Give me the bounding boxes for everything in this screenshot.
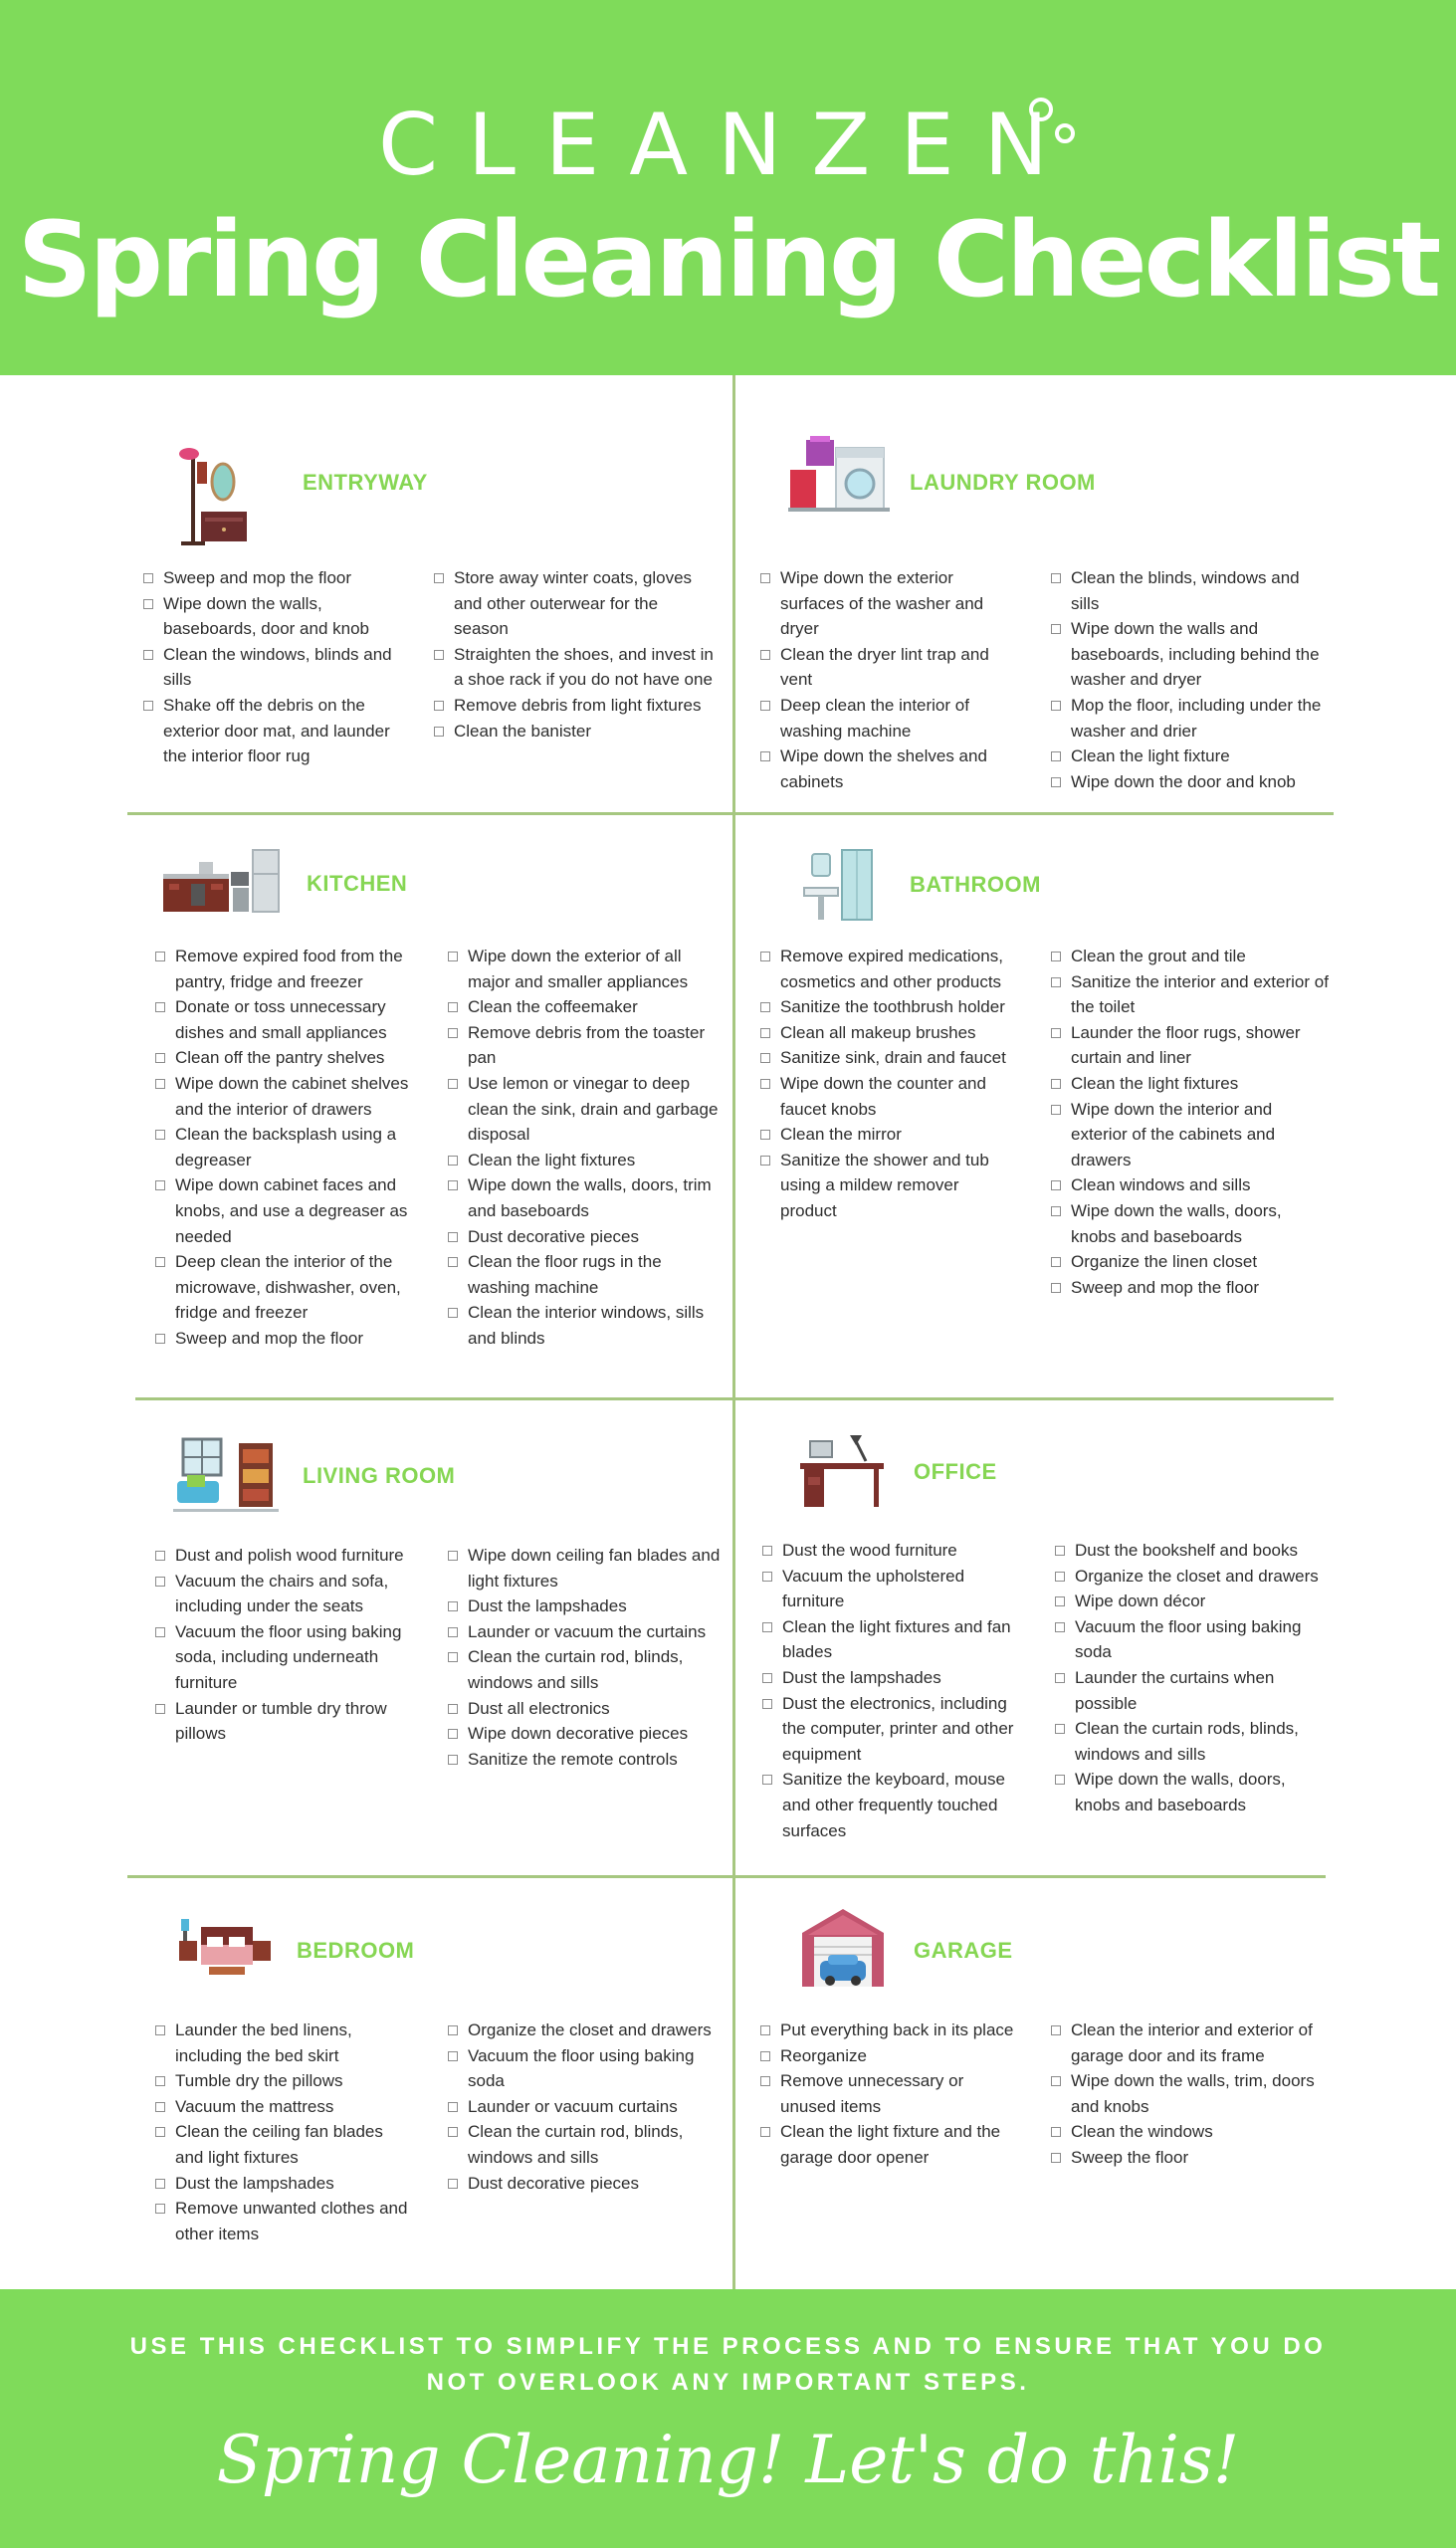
checkbox-icon[interactable]: [434, 727, 444, 737]
checklist-item[interactable]: Dust the lampshades: [762, 1665, 1021, 1691]
checkbox-icon[interactable]: [760, 2025, 770, 2035]
checkbox-icon[interactable]: [760, 2051, 770, 2061]
checklist-item[interactable]: Remove debris from the toaster pan: [448, 1020, 725, 1071]
checklist-item[interactable]: Dust the wood furniture: [762, 1538, 1021, 1564]
checkbox-icon[interactable]: [143, 599, 153, 609]
checkbox-icon[interactable]: [448, 1028, 458, 1038]
checkbox-icon[interactable]: [1051, 777, 1061, 787]
checklist-item[interactable]: Vacuum the floor using baking soda: [448, 2043, 717, 2094]
checklist-item[interactable]: Reorganize: [760, 2043, 1015, 2069]
checkbox-icon[interactable]: [1051, 2076, 1061, 2086]
checkbox-icon[interactable]: [448, 952, 458, 961]
checklist-item[interactable]: Dust the lampshades: [155, 2171, 410, 2197]
footer-note: USE THIS CHECKLIST TO SIMPLIFY THE PROCESS AND TO ENSURE THAT YOU DO NOT OVERLOOK ANY IMPORTANT STEPS.: [129, 2333, 1327, 2396]
garage-icon: [800, 1907, 886, 1989]
checkbox-icon[interactable]: [155, 1334, 165, 1344]
checkbox-icon[interactable]: [155, 2127, 165, 2137]
checklist-item[interactable]: Clean off the pantry shelves: [155, 1045, 424, 1071]
checklist-column: [434, 565, 715, 743]
checklist-column: [448, 944, 725, 1352]
checkbox-icon[interactable]: [760, 1079, 770, 1089]
checkbox-icon[interactable]: [1051, 1105, 1061, 1115]
checklist-item[interactable]: Wipe down the counter and faucet knobs: [760, 1071, 1015, 1122]
checkbox-icon[interactable]: [155, 1551, 165, 1561]
checklist-item[interactable]: Wipe down the walls, trim, doors and knobs: [1051, 2068, 1334, 2119]
checkbox-icon[interactable]: [155, 1053, 165, 1063]
checkbox-icon[interactable]: [448, 1079, 458, 1089]
checklist-item[interactable]: Clean the coffeemaker: [448, 994, 725, 1020]
checklist-item[interactable]: Clean the interior windows, sills and blinds: [448, 1300, 725, 1351]
checkbox-icon[interactable]: [155, 1257, 165, 1267]
checkbox-icon[interactable]: [434, 573, 444, 583]
horizontal-divider: [127, 812, 1334, 815]
checklist-item[interactable]: Remove expired medications, cosmetics and other products: [760, 944, 1015, 994]
checkbox-icon[interactable]: [155, 1627, 165, 1637]
checkbox-icon[interactable]: [1051, 977, 1061, 987]
office-icon: [796, 1433, 886, 1509]
checklist-item[interactable]: Clean the light fixture and the garage door opener: [760, 2119, 1015, 2170]
checkbox-icon[interactable]: [434, 650, 444, 660]
checklist-item[interactable]: Sweep and mop the floor: [155, 1326, 424, 1352]
checklist-column: [155, 2017, 410, 2246]
checkbox-icon[interactable]: [448, 2179, 458, 2189]
checklist-item[interactable]: Clean the banister: [434, 719, 715, 744]
checkbox-icon[interactable]: [448, 1232, 458, 1242]
checkbox-icon[interactable]: [762, 1699, 772, 1709]
checkbox-icon[interactable]: [1055, 1622, 1065, 1632]
checklist-item[interactable]: Clean the light fixtures: [1051, 1071, 1330, 1097]
checklist-item[interactable]: Shake off the debris on the exterior door mat, and launder the interior floor rug: [143, 693, 392, 769]
checklist-item[interactable]: Sanitize the remote controls: [448, 1747, 725, 1773]
checkbox-icon[interactable]: [448, 1156, 458, 1166]
checklist-column: [155, 1543, 424, 1747]
header-banner: [0, 0, 1456, 375]
checkbox-icon[interactable]: [1051, 1079, 1061, 1089]
checklist-item[interactable]: Organize the closet and drawers: [448, 2017, 717, 2043]
checkbox-icon[interactable]: [155, 1577, 165, 1587]
checklist-item[interactable]: Clean the ceiling fan blades and light fixtures: [155, 2119, 410, 2170]
checkbox-icon[interactable]: [760, 1053, 770, 1063]
checklist-item[interactable]: Clean the light fixture: [1051, 743, 1330, 769]
checkbox-icon[interactable]: [448, 1180, 458, 1190]
checklist-item[interactable]: Deep clean the interior of the microwave, dishwasher, oven, fridge and freezer: [155, 1249, 424, 1326]
checklist-item[interactable]: Clean the light fixtures and fan blades: [762, 1614, 1021, 1665]
checkbox-icon[interactable]: [760, 1130, 770, 1140]
checklist-item[interactable]: Clean the floor rugs in the washing machine: [448, 1249, 725, 1300]
checkbox-icon[interactable]: [155, 1180, 165, 1190]
checklist-item[interactable]: Sanitize the shower and tub using a mildew remover product: [760, 1148, 1015, 1224]
laundry-icon: [788, 434, 890, 514]
checkbox-icon[interactable]: [155, 2102, 165, 2112]
checklist-item[interactable]: Dust the bookshelf and books: [1055, 1538, 1334, 1564]
checklist-item[interactable]: Clean the interior and exterior of garage door and its frame: [1051, 2017, 1334, 2068]
checklist-item[interactable]: Store away winter coats, gloves and other outerwear for the season: [434, 565, 715, 642]
checklist-column: [1051, 2017, 1334, 2171]
checkbox-icon[interactable]: [1051, 1283, 1061, 1293]
checkbox-icon[interactable]: [155, 1130, 165, 1140]
checklist-item[interactable]: Wipe down cabinet faces and knobs, and use a degreaser as needed: [155, 1172, 424, 1249]
checklist-item[interactable]: Wipe down the interior and exterior of the cabinets and drawers: [1051, 1097, 1330, 1173]
checklist-column: [143, 565, 392, 769]
vertical-divider: [732, 375, 735, 2289]
checklist-item[interactable]: Vacuum the floor using baking soda, including underneath furniture: [155, 1619, 424, 1696]
section-title: ENTRYWAY: [303, 470, 428, 495]
checklist-column: [760, 565, 1009, 794]
checkbox-icon[interactable]: [448, 1627, 458, 1637]
horizontal-divider: [127, 1875, 1326, 1878]
checklist-item[interactable]: Clean the curtain rod, blinds, windows and sills: [448, 1644, 725, 1695]
checklist-item[interactable]: Wipe down the walls, doors, trim and baseboards: [448, 1172, 725, 1223]
checkbox-icon[interactable]: [434, 701, 444, 711]
checklist-item[interactable]: Clean the dryer lint trap and vent: [760, 642, 1009, 693]
checklist-item[interactable]: Launder the curtains when possible: [1055, 1665, 1334, 1716]
checkbox-icon[interactable]: [760, 2076, 770, 2086]
checklist-item[interactable]: Sweep the floor: [1051, 2145, 1334, 2171]
checkbox-icon[interactable]: [1051, 701, 1061, 711]
checkbox-icon[interactable]: [448, 2102, 458, 2112]
checklist-item[interactable]: Vacuum the mattress: [155, 2094, 410, 2120]
checkbox-icon[interactable]: [155, 2025, 165, 2035]
checkbox-icon[interactable]: [1055, 1546, 1065, 1556]
checkbox-icon[interactable]: [448, 1755, 458, 1765]
checkbox-icon[interactable]: [762, 1622, 772, 1632]
checkbox-icon[interactable]: [762, 1673, 772, 1683]
checkbox-icon[interactable]: [448, 1002, 458, 1012]
checklist-item[interactable]: Clean the windows, blinds and sills: [143, 642, 392, 693]
checklist-column: [760, 944, 1015, 1224]
checklist-item[interactable]: Clean the light fixtures: [448, 1148, 725, 1173]
section-title: OFFICE: [914, 1459, 997, 1484]
checklist-column: [448, 2017, 717, 2196]
checkbox-icon[interactable]: [448, 1652, 458, 1662]
footer-banner: [0, 2289, 1456, 2548]
checklist-item[interactable]: Vacuum the upholstered furniture: [762, 1564, 1021, 1614]
checklist-item[interactable]: Clean windows and sills: [1051, 1172, 1330, 1198]
checkbox-icon[interactable]: [760, 2127, 770, 2137]
checklist-item[interactable]: Wipe down the exterior surfaces of the washer and dryer: [760, 565, 1009, 642]
section-title: GARAGE: [914, 1938, 1013, 1963]
checklist-item[interactable]: Dust decorative pieces: [448, 2171, 717, 2197]
checkbox-icon[interactable]: [155, 1704, 165, 1714]
checklist-item[interactable]: Remove unwanted clothes and other items: [155, 2196, 410, 2246]
checkbox-icon[interactable]: [143, 573, 153, 583]
checklist-item[interactable]: Clean all makeup brushes: [760, 1020, 1015, 1046]
checklist-item[interactable]: Organize the closet and drawers: [1055, 1564, 1334, 1590]
checklist-item[interactable]: Sweep and mop the floor: [1051, 1275, 1330, 1301]
checklist-item[interactable]: Clean the curtain rod, blinds, windows and sills: [448, 2119, 717, 2170]
brand-logo: CLEANZEN: [377, 96, 1079, 195]
checklist-item[interactable]: Wipe down décor: [1055, 1589, 1334, 1614]
checkbox-icon[interactable]: [155, 2179, 165, 2189]
checklist-item[interactable]: Sweep and mop the floor: [143, 565, 392, 591]
checkbox-icon[interactable]: [760, 952, 770, 961]
checkbox-icon[interactable]: [1055, 1596, 1065, 1606]
checkbox-icon[interactable]: [448, 1257, 458, 1267]
checklist-item[interactable]: Dust all electronics: [448, 1696, 725, 1722]
checkbox-icon[interactable]: [155, 2204, 165, 2214]
checkbox-icon[interactable]: [155, 1002, 165, 1012]
checklist-item[interactable]: Clean the blinds, windows and sills: [1051, 565, 1330, 616]
checklist-item[interactable]: Wipe down the exterior of all major and smaller appliances: [448, 944, 725, 994]
checkbox-icon[interactable]: [762, 1572, 772, 1582]
checkbox-icon[interactable]: [143, 701, 153, 711]
checklist-column: [762, 1538, 1021, 1843]
checkbox-icon[interactable]: [155, 952, 165, 961]
checkbox-icon[interactable]: [760, 751, 770, 761]
checkbox-icon[interactable]: [448, 1601, 458, 1611]
checklist-item[interactable]: Remove expired food from the pantry, fridge and freezer: [155, 944, 424, 994]
checkbox-icon[interactable]: [1051, 952, 1061, 961]
checkbox-icon[interactable]: [448, 1704, 458, 1714]
checklist-item[interactable]: Sanitize the keyboard, mouse and other frequently touched surfaces: [762, 1767, 1021, 1843]
checklist-item[interactable]: Wipe down the walls, doors, knobs and baseboards: [1055, 1767, 1334, 1817]
checkbox-icon[interactable]: [448, 1308, 458, 1318]
checklist-item[interactable]: Put everything back in its place: [760, 2017, 1015, 2043]
horizontal-divider: [135, 1397, 1334, 1400]
section-title: LIVING ROOM: [303, 1463, 456, 1488]
checklist-item[interactable]: Organize the linen closet: [1051, 1249, 1330, 1275]
checklist-item[interactable]: Mop the floor, including under the washer and drier: [1051, 693, 1330, 743]
checkbox-icon[interactable]: [143, 650, 153, 660]
checkbox-icon[interactable]: [1051, 1028, 1061, 1038]
section-title: KITCHEN: [307, 871, 408, 896]
checklist-item[interactable]: Wipe down the door and knob: [1051, 769, 1330, 795]
checkbox-icon[interactable]: [448, 1551, 458, 1561]
checklist-item[interactable]: Wipe down the cabinet shelves and the interior of drawers: [155, 1071, 424, 1122]
checklist-item[interactable]: Wipe down decorative pieces: [448, 1721, 725, 1747]
checklist-column: [1055, 1538, 1334, 1818]
checklist-column: [1051, 944, 1330, 1300]
checklist-item[interactable]: Wipe down the walls, doors, knobs and baseboards: [1051, 1198, 1330, 1249]
checkbox-icon[interactable]: [1051, 1257, 1061, 1267]
checkbox-icon[interactable]: [1051, 573, 1061, 583]
checkbox-icon[interactable]: [760, 701, 770, 711]
section-title: LAUNDRY ROOM: [910, 470, 1096, 495]
section-title: BEDROOM: [297, 1938, 415, 1963]
checklist-item[interactable]: Straighten the shoes, and invest in a shoe rack if you do not have one: [434, 642, 715, 693]
checklist-column: [155, 944, 424, 1352]
checkbox-icon[interactable]: [762, 1546, 772, 1556]
checklist-column: [448, 1543, 725, 1772]
checklist-item[interactable]: Sanitize the toothbrush holder: [760, 994, 1015, 1020]
checkbox-icon[interactable]: [155, 2076, 165, 2086]
checklist-column: [1051, 565, 1330, 794]
checkbox-icon[interactable]: [448, 2051, 458, 2061]
checklist-item[interactable]: Sanitize the interior and exterior of the toilet: [1051, 969, 1330, 1020]
checkbox-icon[interactable]: [1055, 1724, 1065, 1734]
checkbox-icon[interactable]: [760, 1028, 770, 1038]
checklist-item[interactable]: Remove unnecessary or unused items: [760, 2068, 1015, 2119]
checkbox-icon[interactable]: [1051, 1180, 1061, 1190]
checklist-item[interactable]: Launder the floor rugs, shower curtain and liner: [1051, 1020, 1330, 1071]
living-room-icon: [173, 1437, 279, 1513]
checkbox-icon[interactable]: [1051, 2127, 1061, 2137]
checkbox-icon[interactable]: [1051, 751, 1061, 761]
checkbox-icon[interactable]: [760, 1002, 770, 1012]
checklist-item[interactable]: Donate or toss unnecessary dishes and small appliances: [155, 994, 424, 1045]
checklist-item[interactable]: Sanitize sink, drain and faucet: [760, 1045, 1015, 1071]
checklist-item[interactable]: Clean the windows: [1051, 2119, 1334, 2145]
checklist-item[interactable]: Dust decorative pieces: [448, 1224, 725, 1250]
checklist-column: [760, 2017, 1015, 2171]
checkbox-icon[interactable]: [760, 650, 770, 660]
checkbox-icon[interactable]: [448, 2127, 458, 2137]
checklist-item[interactable]: Launder the bed linens, including the bed skirt: [155, 2017, 410, 2068]
checklist-item[interactable]: Wipe down the walls and baseboards, including behind the washer and dryer: [1051, 616, 1330, 693]
checklist-item[interactable]: Clean the mirror: [760, 1122, 1015, 1148]
checkbox-icon[interactable]: [448, 1729, 458, 1739]
checklist-item[interactable]: Launder or vacuum the curtains: [448, 1619, 725, 1645]
checklist-item[interactable]: Wipe down the shelves and cabinets: [760, 743, 1009, 794]
checkbox-icon[interactable]: [448, 2025, 458, 2035]
checklist-item[interactable]: Wipe down ceiling fan blades and light fixtures: [448, 1543, 725, 1593]
checklist-item[interactable]: Dust the lampshades: [448, 1593, 725, 1619]
checkbox-icon[interactable]: [762, 1775, 772, 1785]
checkbox-icon[interactable]: [1051, 2025, 1061, 2035]
footer-slogan: Spring Cleaning! Let's do this!: [216, 2422, 1240, 2498]
bubbles-icon: [1027, 96, 1087, 155]
checklist-item[interactable]: Deep clean the interior of washing machine: [760, 693, 1009, 743]
kitchen-icon: [161, 848, 281, 914]
checklist-item[interactable]: Clean the backsplash using a degreaser: [155, 1122, 424, 1172]
entryway-icon: [169, 442, 267, 547]
checklist-item[interactable]: Vacuum the chairs and sofa, including under the seats: [155, 1569, 424, 1619]
checklist-item[interactable]: Clean the curtain rods, blinds, windows and sills: [1055, 1716, 1334, 1767]
checklist-item[interactable]: Dust the electronics, including the computer, printer and other equipment: [762, 1691, 1021, 1768]
bathroom-icon: [798, 848, 874, 924]
checkbox-icon[interactable]: [1055, 1775, 1065, 1785]
page-title: Spring Cleaning Checklist: [17, 199, 1439, 320]
checkbox-icon[interactable]: [1051, 624, 1061, 634]
checklist-item[interactable]: Launder or vacuum curtains: [448, 2094, 717, 2120]
checkbox-icon[interactable]: [1055, 1572, 1065, 1582]
checklist-item[interactable]: Remove debris from light fixtures: [434, 693, 715, 719]
checkbox-icon[interactable]: [760, 573, 770, 583]
checkbox-icon[interactable]: [1051, 1206, 1061, 1216]
checkbox-icon[interactable]: [1055, 1673, 1065, 1683]
checklist-item[interactable]: Vacuum the floor using baking soda: [1055, 1614, 1334, 1665]
section-title: BATHROOM: [910, 872, 1041, 897]
bedroom-icon: [179, 1917, 271, 1977]
checklist-item[interactable]: Dust and polish wood furniture: [155, 1543, 424, 1569]
checklist-item[interactable]: Launder or tumble dry throw pillows: [155, 1696, 424, 1747]
checkbox-icon[interactable]: [760, 1156, 770, 1166]
checklist-item[interactable]: Use lemon or vinegar to deep clean the sink, drain and garbage disposal: [448, 1071, 725, 1148]
checklist-item[interactable]: Wipe down the walls, baseboards, door and knob: [143, 591, 392, 642]
checklist-item[interactable]: Tumble dry the pillows: [155, 2068, 410, 2094]
checklist-item[interactable]: Clean the grout and tile: [1051, 944, 1330, 969]
checkbox-icon[interactable]: [155, 1079, 165, 1089]
checkbox-icon[interactable]: [1051, 2153, 1061, 2163]
